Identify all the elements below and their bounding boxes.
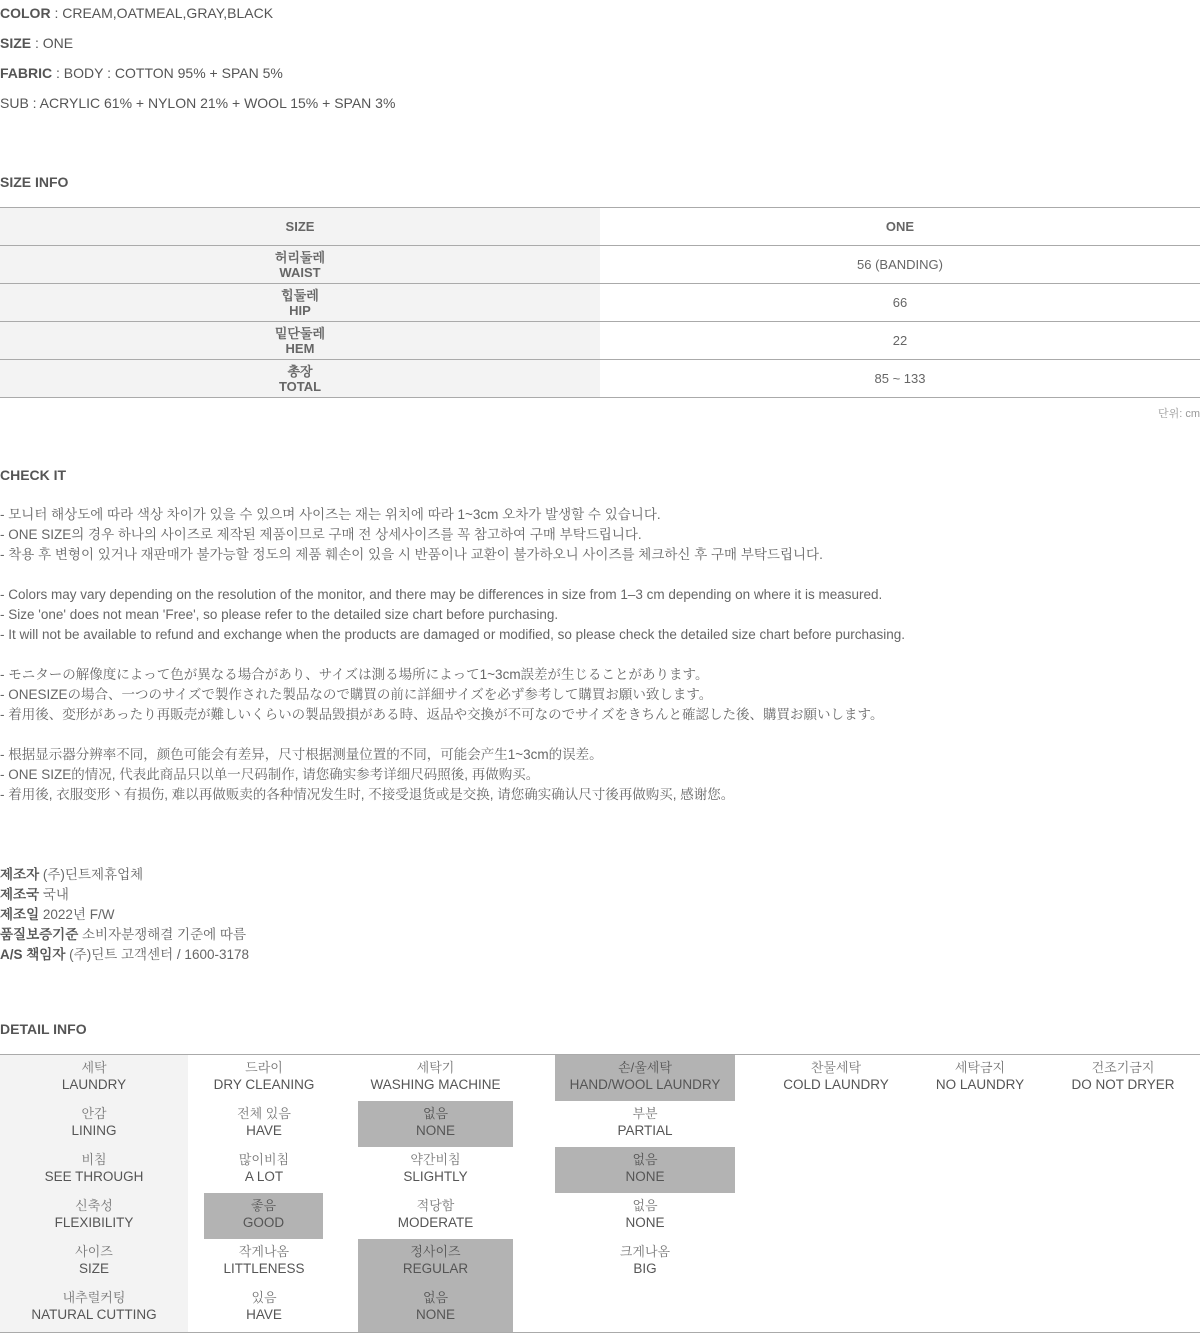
detail-label-ko: 내추럴커팅: [62, 1290, 126, 1305]
option-ko: 전체 있음: [237, 1106, 291, 1121]
option-ko: 없음: [422, 1290, 449, 1305]
date-line: [0, 905, 114, 925]
notice-line: - 着用後, 衣服变形丶有损伤, 难以再做贩卖的各种情况发生时, 不接受退货或是交换, 请您确实确认尺寸後再做购买, 感谢您。: [0, 787, 735, 802]
detail-label-ko: 비침: [81, 1152, 107, 1167]
size-spec: [0, 34, 73, 52]
color-label: COLOR: [0, 5, 51, 21]
option-ko: 세탁기: [416, 1060, 455, 1075]
detail-option: [188, 1105, 340, 1139]
detail-row-label: [0, 1059, 188, 1093]
notice-line: - モニターの解像度によって色が異なる場合があり、サイズは測る場所によって1~3cm誤差が生じることがあります。: [0, 667, 709, 682]
detail-label-en: LINING: [71, 1123, 117, 1138]
detail-option: [910, 1059, 1050, 1093]
size-row-value: 22: [892, 333, 908, 348]
detail-option-selected: [555, 1147, 735, 1193]
size-row-label-en: HIP: [289, 302, 311, 318]
option-ko: 드라이: [245, 1060, 283, 1075]
country-line: [0, 885, 69, 905]
detail-info-grid: [0, 1054, 1200, 1333]
detail-label-ko: 세탁: [81, 1060, 107, 1075]
sub-fabric-spec: SUB : ACRYLIC 61% + NYLON 21% + WOOL 15% + SPAN 3%: [0, 95, 396, 111]
color-value: : CREAM,OATMEAL,GRAY,BLACK: [54, 5, 274, 21]
option-ko: 작게나옴: [238, 1244, 290, 1259]
detail-row-label: [0, 1197, 188, 1231]
detail-option: [555, 1243, 735, 1277]
option-ko: 없음: [632, 1198, 658, 1213]
option-en: SLIGHTLY: [403, 1169, 468, 1184]
notice-line: - 根据显示器分辨率不同，颜色可能会有差异，尺寸根据测量位置的不同，可能会产生1~3cm的误差。: [0, 747, 603, 762]
notice-line: - ONE SIZE의 경우 하나의 사이즈로 제작된 제품이므로 구매 전 상세사이즈를 꼭 참고하여 구매 부탁드립니다.: [0, 527, 642, 542]
table-row: [0, 360, 1200, 398]
option-en: COLD LAUNDRY: [783, 1077, 889, 1092]
size-header-value: ONE: [885, 219, 915, 234]
as-line: [0, 945, 249, 965]
as-value: (주)딘트 고객센터 / 1600-3178: [69, 947, 249, 962]
option-en: NONE: [415, 1123, 455, 1138]
detail-option-selected: [358, 1239, 513, 1285]
option-en: NONE: [625, 1215, 665, 1230]
country-label: 제조국: [0, 887, 40, 902]
option-en: WASHING MACHINE: [370, 1077, 501, 1092]
size-row-value: 66: [892, 295, 908, 310]
option-ko: 없음: [632, 1152, 658, 1167]
detail-option: [760, 1059, 912, 1093]
date-value: 2022년 F/W: [42, 907, 115, 922]
size-row-label: [0, 322, 600, 359]
size-row-label: [0, 284, 600, 321]
detail-option: [188, 1243, 340, 1277]
detail-label-ko: 안감: [81, 1106, 107, 1121]
option-en: NONE: [415, 1307, 455, 1322]
option-ko: 약간비침: [410, 1152, 461, 1167]
option-en: NO LAUNDRY: [935, 1077, 1025, 1092]
detail-option: [555, 1197, 735, 1231]
option-ko: 좋음: [250, 1198, 277, 1213]
warranty-value: 소비자분쟁해결 기준에 따름: [82, 927, 247, 942]
notice-line: - 着用後、変形があったり再販売が難しいくらいの製品毀損がある時、返品や交換が不可なのでサイズをきちんと確認した後、購買お願いします。: [0, 707, 884, 722]
option-ko: 많이비침: [238, 1152, 290, 1167]
detail-label-ko: 사이즈: [75, 1244, 113, 1259]
option-en: HAND/WOOL LAUNDRY: [569, 1077, 721, 1092]
color-spec: [0, 4, 273, 22]
warranty-label: 품질보증기준: [0, 927, 79, 942]
detail-label-en: SEE THROUGH: [44, 1169, 144, 1184]
option-ko: 적당함: [416, 1198, 455, 1213]
notice-line: - ONE SIZE的情况, 代表此商品只以单一尺码制作, 请您确实参考详细尺码照後, 再做购买。: [0, 767, 540, 782]
size-row-value: 56 (BANDING): [857, 257, 943, 272]
detail-option: [358, 1059, 513, 1093]
option-ko: 정사이즈: [410, 1244, 461, 1259]
option-ko: 찬물세탁: [810, 1060, 862, 1075]
detail-option: [188, 1059, 340, 1093]
option-ko: 크게나옴: [619, 1244, 671, 1259]
size-row-label-en: TOTAL: [278, 378, 322, 394]
country-value: 국내: [42, 887, 69, 902]
option-ko: 손/울세탁: [618, 1060, 672, 1075]
manufacturer-line: [0, 865, 143, 885]
check-it-title: CHECK IT: [0, 467, 67, 483]
detail-option: [358, 1197, 513, 1231]
size-row-label-ko: 총장: [287, 363, 313, 379]
notice-line: - It will not be available to refund and exchange when the products are damaged or modified, so please check the detailed size chart before purchasing.: [0, 627, 906, 642]
size-row-label-en: HEM: [285, 340, 315, 356]
option-ko: 있음: [251, 1290, 277, 1305]
option-en: BIG: [633, 1261, 657, 1276]
detail-info-title: DETAIL INFO: [0, 1021, 87, 1037]
detail-option-selected: [555, 1055, 735, 1101]
size-row-label-en: WAIST: [279, 264, 321, 280]
option-ko: 건조기금지: [1091, 1060, 1155, 1075]
size-row-value: 85 ~ 133: [874, 371, 926, 386]
size-table-header: [0, 208, 1200, 246]
table-row: [0, 246, 1200, 284]
option-en: MODERATE: [397, 1215, 474, 1230]
detail-row-label: [0, 1151, 188, 1185]
detail-label-en: FLEXIBILITY: [54, 1215, 134, 1230]
detail-option: [1058, 1059, 1188, 1093]
size-row-label-ko: 밑단둘레: [274, 325, 326, 341]
option-en: DRY CLEANING: [213, 1077, 315, 1092]
size-value: : ONE: [35, 35, 74, 51]
table-row: [0, 322, 1200, 360]
size-row-label: [0, 246, 600, 283]
detail-option-selected: [358, 1285, 513, 1332]
as-label: A/S 책임자: [0, 947, 66, 962]
option-ko: 부분: [632, 1106, 658, 1121]
option-en: A LOT: [244, 1169, 284, 1184]
size-row-label-ko: 힙둘레: [281, 287, 319, 303]
size-header-label: SIZE: [0, 208, 600, 245]
size-label: SIZE: [0, 35, 32, 51]
notice-line: - Colors may vary depending on the resolution of the monitor, and there may be differences in size from 1–3 cm depending on where it is measured.: [0, 587, 883, 602]
detail-option: [555, 1105, 735, 1139]
detail-option: [188, 1289, 340, 1323]
detail-row-label: [0, 1105, 188, 1139]
notice-line: - Size 'one' does not mean 'Free', so please refer to the detailed size chart before purchasing.: [0, 607, 559, 622]
fabric-spec: [0, 64, 283, 82]
size-table: [0, 207, 1200, 398]
detail-option: [188, 1151, 340, 1185]
notice-line: - 모니터 해상도에 따라 색상 차이가 있을 수 있으며 사이즈는 재는 위치에 따라 1~3cm 오차가 발생할 수 있습니다.: [0, 507, 661, 522]
option-ko: 없음: [422, 1106, 449, 1121]
option-en: REGULAR: [402, 1261, 469, 1276]
detail-label-en: LAUNDRY: [61, 1077, 127, 1092]
option-en: DO NOT DRYER: [1071, 1077, 1175, 1092]
option-en: NONE: [625, 1169, 665, 1184]
table-row: [0, 284, 1200, 322]
size-row-label-ko: 허리둘레: [274, 249, 326, 265]
option-en: GOOD: [242, 1215, 285, 1230]
notice-line: - ONESIZEの場合、一つのサイズで製作された製品なので購買の前に詳細サイズを必ず参考して購買お願い致します。: [0, 687, 713, 702]
maker-label: 제조자: [0, 867, 40, 882]
detail-option: [358, 1151, 513, 1185]
detail-row-label: [0, 1243, 188, 1277]
date-label: 제조일: [0, 907, 40, 922]
warranty-line: [0, 925, 246, 945]
notice-line: - 착용 후 변형이 있거나 재판매가 불가능할 정도의 제품 훼손이 있을 시 반품이나 교환이 불가하오니 사이즈를 체크하신 후 구매 부탁드립니다.: [0, 547, 823, 562]
detail-option-selected: [358, 1101, 513, 1147]
detail-label-en: SIZE: [78, 1261, 109, 1276]
option-en: PARTIAL: [617, 1123, 673, 1138]
option-en: LITTLENESS: [223, 1261, 305, 1276]
detail-row-label: [0, 1289, 188, 1323]
option-en: HAVE: [246, 1123, 282, 1138]
detail-label-ko: 신축성: [75, 1198, 113, 1213]
detail-option-selected: [204, 1193, 323, 1239]
detail-label-en: NATURAL CUTTING: [31, 1307, 157, 1322]
fabric-value: : BODY : COTTON 95% + SPAN 5%: [56, 65, 283, 81]
maker-value: (주)딘트제휴업체: [42, 867, 144, 882]
size-row-label: [0, 360, 600, 397]
option-ko: 세탁금지: [954, 1060, 1006, 1075]
size-info-title: SIZE INFO: [0, 174, 69, 190]
fabric-label: FABRIC: [0, 65, 53, 81]
option-en: HAVE: [246, 1307, 282, 1322]
unit-note: 단위: cm: [1157, 408, 1200, 420]
